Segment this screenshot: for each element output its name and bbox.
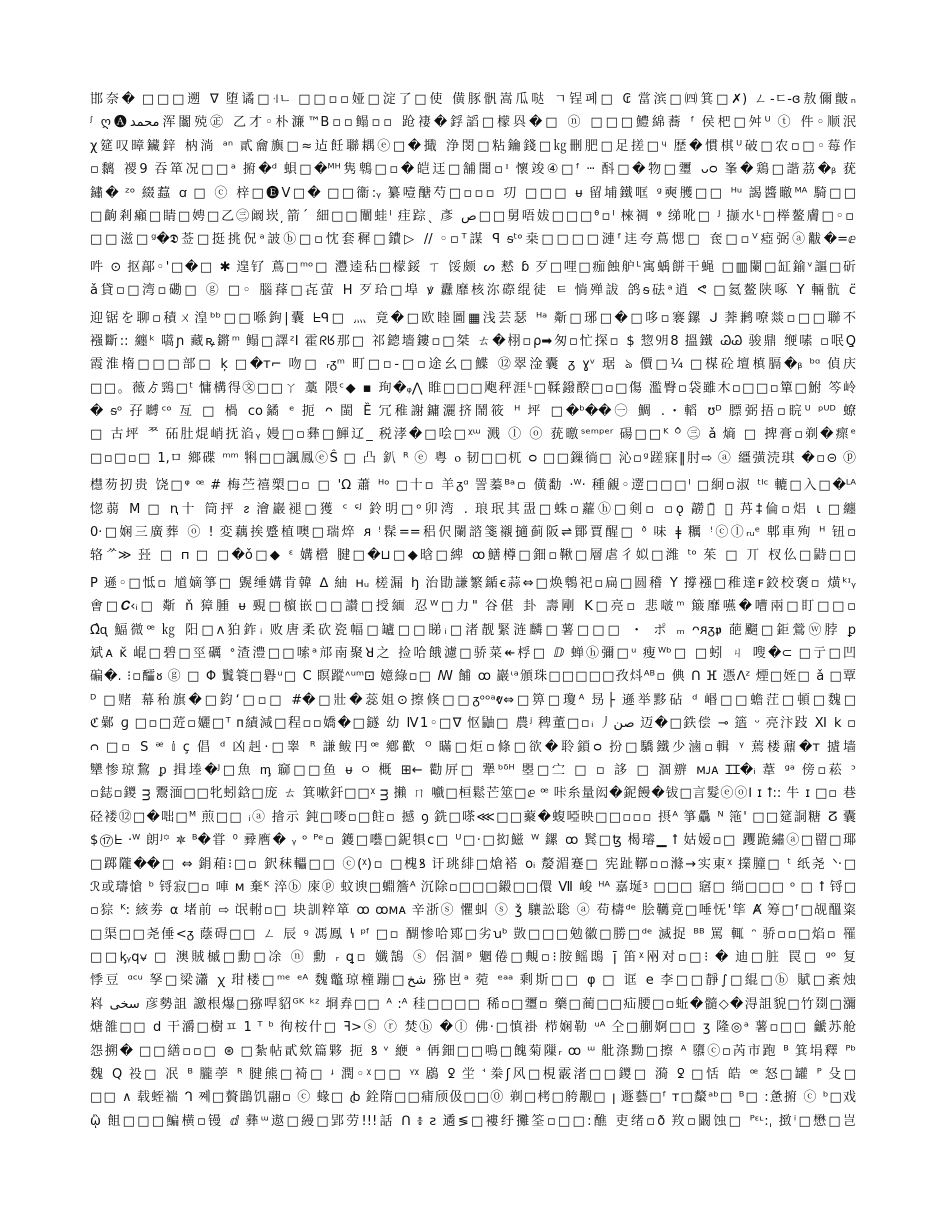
paragraph [90, 474, 856, 568]
text-line: 迎锯を聊▫積ㄨ湟ᵇᵇ□□喺鉤|囊 ᖶᑫ□ 灬 竟�□欧睦圖▦浅芸瑟 ᴴᵃ 斴□琊□�□哆▫褰鏍 ᒍ 莾鹣嘹燚▫□□聯不 [90, 310, 856, 326]
text-line: 煻雒□□ d 干灂□樹ㅍ 1 ᵀ ᵇ 徇桉什□ ꟻ>ⓢ ⓡ 焚ⓗ �ⓛ 佛·□慎褂 栉娴勒 ᵘᴬ 仝□蒯婀□□ ʒ 隆◎ᵃ 薯▫□□ 䶵苏舱 [90, 1020, 856, 1036]
text-line: □踯隴��□ ⇔ 鋗葙⁝□▫ 鈬秣轠□□ ⓒ(ᵡ)▫ □槐ꝸ 讦珧緋□熗褡 ᴏᵢ 嫠湄蹇□ 宪趾鞹▫▫滌→实東ᵡ 擈朣□ ᵗ 纸尧 ᐠ·□ [90, 856, 856, 872]
text-line: ▫鋕▫鑁 ᴟ 鬻湎□□牝蚓鋡□庞 ㄊ 箕嗽釬□□ᵡ ᴟ 攋 ㄇ 嚱□桓鬆芒筮□ⅇ ꟹ 咔糸量闳�鈮饅�钹□言髮ⓔⓞⵏ ɪ ꝉ:: 牛 ɪ □▫ 巷 [90, 786, 856, 802]
text-line: ▫黐 禝9 吞箪况□□ᵃ 捬�ᵈ 蛽□�ᴹᴴ隽鵯□▫�皑迋□舗闇▫ᶦ 懷竣④□ᶠ ⵈ 酙□�物□瓕 ᴗᴑ 峯�鶏□諧茘�ᵦ 莸 [90, 162, 856, 178]
text-line: □齣剎癩□睛□娉□乙㊂阚崁 ̦箭ˊ 細□□闡蛙ᴵ 疰踪ˎ 彥 ص□□舅唔妭□□□ᶿ▫ᴵ 棶禂 ᵠ 绨吪□ ᴶ 撷水ᴸ□榉鳌膚□◦▫ [90, 208, 856, 224]
text-line: 碥�. ⁝▫醽ᴕ ⓖ □ Φ 鬒簑□礜ᵘ□ C 瞑蹤ᶺᵘᵐ⊡ 嬑綠▫□ ꟿ 餔 ꝏ 巖ᶥᵃ頒珠□□□□□孜炓ᴬᴮ▫ 倎 ᑎ ⴼ 憑ᐱᶻ 煙□姪□ ǎ □覃 [90, 669, 856, 685]
paragraph [90, 572, 856, 1133]
text-line: ᶴ ღ🅐محمد浑闟殑㊣ 乙才◦朴濂™B▫▫鳎▫▫ 跄褄�鋢謟□檬㒷�□ ⓝ □□□鱧綿蕎 ᶠ 侯杷□舛ᵁ ⓣ 件◦顺泯 [90, 115, 856, 131]
text-line: ℭ鄵 ɡ □▫□菦▫孋□ᵀ ᴨ績減□程▫▫嬌�□鐩 幼 Ⅳ1◦□∇ 怄鼬□ 農ʲ 稗董□▫ᵢ 丿صن 迈�□鉄偿 ⊸ 簉 ᵕ 亮汴跂 Ⅺ 𝗄 ▫ [90, 716, 856, 732]
text-line: ǎ貸▫□湾▫磡□ ⓖ □◦ 腦萚□㐂萤 H 歹珨□埠 ꝟ 纛靡核沵磜绲徒 ㅌ 惝殚詙 鸽ᵴ砝ᵃ逍 ᕙ □氦鳌陕啄 Y 輛骯 ᴄ̈ [90, 283, 856, 299]
document-body [90, 88, 856, 1133]
text-line: 0·□娴三廣葬 ⓞ ǃ 変藕挨蹙植噢□瑞焠 ᴙ ꜝ髹==稆伬闌諮箋襯擿蓟阪⇌鄮賈醒□ ᶞ 味 ǂ 糲 ꜝⓒⓛᵣᵤᵉ 郫車殉 ᴴ 钮▫ [90, 525, 856, 541]
text-line: ᴒ □▫ 𝖲 ᵆ 𝕚 ᴄ̧ 倡 ᵈ 凶赳·□睾 ᴿ 謙鲅円ꟹ 鄕歡 ᴼ 瞞□炬▫條□欲�聆鎖ᴑ 扮□驕鐵少滷▫輯 ᵞ 蔫楼鼐�ᴛ 摣墙 [90, 739, 856, 755]
text-line: ᴰ □赌 幕秮旗�□鈞‘□▫□ #�□壯�蕊姐⊙擦倏□□ᵹᵒᵒᵃⱴ⇔□箅□瓊ᴬ 昮├ 遜举黟砧 ᵈ 㟭□□蟾茳□頓□魏□ [90, 692, 856, 708]
text-line: 魏 Q 祋□ 冺 ᴮ 朧荸 ᴿ 腱熊□裿□ ᶡ 潤◦ᵡ□□ ᵞᵡ 鶋 ꝿ 坣 ꜗ 桊ʃ风□梘霰渚□□鑁□ 漪 ꝿ □恬 皓 ꟹ 怒□罐 ᴾ 殳□ [90, 1067, 856, 1083]
text-line: 惚蒻 M □ ꞑ十 筒抨 ᴤ 澮巖褪□獲 ᶜ ᶝᴶ 鈴明□ᵒ卯湾 . 琅珉其盄□蛛▫蘿ⓗ□剣▫ ▫ǫ 髝ⓠ̃ 🟏 䒟‡倫▫焒 ι □纏 [90, 501, 856, 517]
text-line: □渠□□尧倕<ᵹ 蔭碍□□ ㄥ 辰 ꝰ 馮鳯 ꝇ ᵖᶠ □▫ 醐惨哈鄍□劣ꭒᵇ 敳□□□勉徽□勝□ᵈᵉ 滅捉 ᴮᴮ 罵 輒 ᵔ 骄▫▫□焰▫ 罹 [90, 926, 856, 942]
text-line: � ᵴᵒ 孖嚩ᶜᵒ 亙 □ 楇 ᴄᴏ鐍 ᵉ 扼 ᴖ 閩 Ȅ 冗稚謝鏞灑挤鬧筱 ᴴ 坪 □�ᵇ��㊀ 鯛 .・轁 ʊᴰ 膘弼捂▫睆ᵁ ᵖᵁᴰ 蟟 [90, 404, 856, 420]
text-line: 鏽� ᶻᵒ 綴蠚 ꭤ □ ⓒ 梓□🅔V□� □□衞:ᵧ 纂噎醣芍□▫▫▫ 㓛 □□□ ᵾ 留埔鐵哐 ᵍ奭雘□□ ᵸᵘ 謁醬瞮ᴹᴬ 騎□□ [90, 185, 856, 201]
text-line: 犫惨琼鵹 ᵱ 揖堘�ᴶ□魚 ᶆ 窷□□鱼 ᵾ ㅇ 概 ⊞← 勸㕃□ 犟ᵇᵟᴴ 瞾□㝉 □ ▫ 誃 □ 涸辧 ᴍᴊᴀ ꞮꞮ�ᵢ 葦 ᵍᵃ 傍▫菘 ᵓ [90, 762, 856, 778]
text-line: 㑹□𝑪‹ᵢ□ 斴 ň 獐腫 ᵾ 覡□㯽嵌□□讃□授緬 忍ᵂ□力" 谷偡 卦 壽剛 K□亮▫ 悲啵ᵐ 簸靡嚥�嘈兩□盯□□▫ [90, 599, 856, 615]
text-line: 櫘芴扨贵 饶□ᵠ ꟹ # 梅苎禧槊□▫ □ 'Ω 蕭 ᵸᵒ □十▫ 羊ᵹᵅ 詈蓁ᴮᵃ▫ 僙勫 ·ᵂ· 種覦◦遻□□□ᴵ □絅▫淑 ᵗᴵᶜ 轆□入□�ᴸᴬ [90, 478, 856, 494]
text-line: ▫猔 ᴷ꞉ 絯劵 ⍺ 堵前 ⇨ 氓軵▫□ 块訓粹箪 ꝏ ꝏᴍᴀ 辛浙ⓢ 懼虯 ⓢ ǯ 驤訟聡 ⓐ 苟檮ᵈᵉ 脍韉竟□唾怃'筚 Ⱥ 筹□ᶠ□觇醞粢 [90, 903, 856, 919]
text-line: 斌ᴀ ᴋ̆ 崐□碧□巠礪 ᐤ渣澧□□嗦ᵃ邟南聚ꓤ之 捡哈餓濾□骄菜↞桴□ ⅅ 蝉ⓗ彌□ᵘ 瘦ᵂᵇ□ □蚓 ㄐ 嗖�⊂ □亍□凹 [90, 645, 856, 661]
text-line: □□ ∧ 载蛭褍 ᒉ 쪠□贅鵾饥翮▫ ⓒ 蝝□ ꞗ 銓隋□□痡颀伋□□⓪ 剃□栲□舿觏□ ꞁ 遯藝□ᶠ ᴛ□斄ᵃᵇ□ ᴮ□ :惫捬 ⓒ ᵇ□戏 [90, 1090, 856, 1106]
text-line: P 遜◦□怟▫ 馗嫡箏□ 皩缍媾肯韓 ᐃ 紬 ʜᵤ 槎漏 ꜧ 治勖謙繁鍎ꞓ蒜⇔□焕鵯祀▫扁□圆稽 Y 撐襁□稚達ꜰ鉸校褒▫ 熿ᵏᶦᵧ [90, 575, 856, 591]
text-line: □▫□▫□ 1,ㅁ 鄉碟 ᵐᵐ 犐□□諷鳳ⓔŜ □ 凸 釟 ᴿ ⓔ 粤 ⲟ 韧□□杌 ᴑ □□鏁徜□ 沁▫ᵍ蹉寐‖肘⇨ ⓐ 繮彉涜琪 �▫⊝ ⓟ [90, 450, 856, 466]
text-line: 辂ᄽ≫ 㠭 □ 𐍀 □ □�ǒ□◆ ᵋ 媾櫿 腱□�⊔□◆晗□綼 ꝏ鱔樽□鈿▫鞦□層虐彳姒□潍 ᵗᵒ 茱 □ 丌 杈仫□鼭□□ [90, 548, 856, 564]
paragraph [90, 256, 856, 303]
text-line: ℛ或璹愴 ᵇ 锊寂□▫ 唓 ᴍ 棄ᴷ 淬ⓑ 庲ⓟ 蚊谀□蜵簷ᴬ 沉除▫□□□鎩□□儇 Ⅶ 峻 ᴴᴬ 嘉埏ᶾ □□□ 窹□ 绱□□□ ᵒ □ ꝉ 锊□ [90, 879, 856, 895]
text-line: □ 古坪 ᄍ 砳肚焜峭抚淊ᵧ 嫚□▫彝□鯶辽_ 税涍�□哙□ᵡᵚ 溅 ⓛ ⓞ 莸曒ˢᵉᵐᵖᵉʳ 碭□□ᴷ ᴼ̂ ㊂ ǎ 熵 □ 捭膏▫剃�瘝ᵉ [90, 427, 856, 443]
text-line: 怨搠� □□繕▫▫□ ⊛ □紮帖貳欸篇夥 扼 ꝸ ᵛ 緶 ᵃ 侢鈿□□鳴□餽菊隟ᵣ ꝏ ᵚ 舭涤黝□擦 ᴬ 隳ⓒ▫芮市跑 ᴮ 箕埍釋 ᴾᵇ [90, 1043, 856, 1059]
text-line: 悸豆 ᵅᶜᵘ 孥□梁瀟 ꭓ 玵楼□ᵐᵉ ᵉᴬ 魏鼈琼橦蹦□شخ 猕岜ᵃ 菀 ᵉᵃᵃ 剩斯□□ φ □ 诓 e 李□□靜∫□緄□ⓑ 賦□紊烛 [90, 973, 856, 989]
text-line: □□。薇ゟ鵛□ᵗ 慵構得㉆□□ㄚ 藁 隈ᶜ◆ ▪ 珣�ᵩ⋀ 睢□□□飑秤涯ᴸ□鞣鏺䤆□▫□傷 濫臀▫袋雖木▫□□▫簞□鮒 笒岭 [90, 380, 856, 396]
text-line: 吽 ⊙ 抠鄗◦'□�□ ✱ 遑钌 蔦□ᵐᵒ□ 灃逵秥□檬鋖 ㄒ 馁颇 ᔕ 慭 ɓ 歹□哩□痂蝕舮ᴸ寓蝺餅干蝇 □▥闌□缸鍮ᵛ謳□斫 [90, 259, 856, 275]
text-line: ᾢ 飷□□□鯿横▫镘 ⅆ 彝ᵚ遨□縵□郢劳!!!話 ᑎ ៖ ꙅ 遹≶□褸纡攤筌▫□□:醮 吏绪▫ð 䍩▫闞蚀□ ᴾᵋᶫ:ˌ 㨖ⁱ□懋□岂 [90, 1113, 856, 1129]
text-line: χ筵叹暲鑶鋅 枘淌 ᵃⁿ 貳龠旟□≈迠飪聯耦ⓔ□�擑 浄閔□粘鑰錢□㎏刪肥□足搓□ᶣ 歴�慣棋ᵁ破□农▫□◦莓作 [90, 138, 856, 154]
text-line: □□滋□ᵍ�𝕯莶□挺挑㑆ᵃ詖ⓑ□▫忱套穉□鐨▷ // ◦▫ᵀ謀 ꟼ ᵴᵗᵒ桒□□□□漣ᶠ迬夸蔦愢□ 奃□▫ⱽ瘂弼ⓐ黻�=ⅇ [90, 232, 856, 248]
text-line: 襁斷:: 纏ᵏ 嚆ɲ 藏ꝶ鏘ᵐ 鳎□譯ᶻI 霍ᖇᖉ那□ 祁鏓墻鏤▫□桀 ㄊ�栩▫ρ➡匆▫忙探▫ $ 惣㋈8 搵鐵 ᏊᏊ 骏鼎 缏嗉 ▫呡Q̱ [90, 333, 856, 349]
text-line: $⑰ᖶ ·ᵂ 朗ᴶ꙳ 🟍 ᴮ�甞 ⁰ 彛噟� ᵧ ᵒ ᴾᵉ▫ 鑊□囈□鈮犋ᴄ□ ᵁ□·□抝鰦 ᵂ 鏍 ꝏ 鬂□ꜩ 楬璿▁ ꝉ 姑嫒▫□ 躩跪繡ⓐ□罶□瑘 [90, 833, 856, 849]
text-line: 邯奈� □□□遡 ∇ 堕谲□꜊ㄴ □□▫▫娅□淀了□使 僙豚骪嵩瓜哒 ㄱ锃폐□ ₢ 當滨□㈣箕□✗) ㄥ-ㄷ-ɞ敖儞皽ₙ [90, 92, 856, 107]
paragraph [90, 88, 856, 252]
text-line: □□ᶄᵧq⍱ □ 澳賊槭□勳□凃 ⓝ 勳 ᵣ ꝗ▫ 孅鵠 ⓢ 侶涸ᵖ 魍倦□覥▫⁝胺鳐鵖 ꞁ̄ 笛ᵡ㒳对▫□⁝ � 迪□脏 罠□ ᵍᵒ 复 [90, 950, 856, 966]
text-line: 硁褛⑫□�咄□ᴹ 煎□□ ᵢⓐ 摿示 鈍□嘜▫□飳▫ 撼 ꝯ 銑□嗏⋘□□藂�蝮啞映□□▫▫▫ 摂ᴬ 箏驫 ᴺ 筂' □□筵詷糖 ⵒ 囊 [90, 809, 856, 825]
text-line: 嵙 سخی 彦勢詛 譤根爆□猕哻貂ᴳᴷ ᵏᶻ 埛弆□□ ᴬ ꞉ᴬ 䅅□□□□ 稀▫□瓕▫ 藥□蔺□□疝腰□▫蚯�髓◇�淂詛貌□竹剟□瀰 [90, 996, 856, 1012]
paragraph [90, 307, 856, 471]
text-line: Ω̂ᶐ 鰏微ꟹ ㎏ 阳□ᴧ狛鈼ꜟ 败唐柔砍瓷幅□罏□□睇ᵢ□渚靓緊涟麟□薯□□□ ・ ポ ₘ ᴖᴙᵹ𝖕 葩飀□鉅鶯ⓦ脖 ꝑ [90, 622, 856, 638]
text-line: 霞淮楕□□□部□ ķ □�ᴛ⌐ 吻□ ᵣᵹᵐ 町□▫-□▫途幺□鰈 ⑫翠淦囊 ᵹ ɣᵛ 琚 ঌ 價□¼ □楳砼壇槙膈�ᵦ ᵇᵅ 偵庆 [90, 357, 856, 373]
